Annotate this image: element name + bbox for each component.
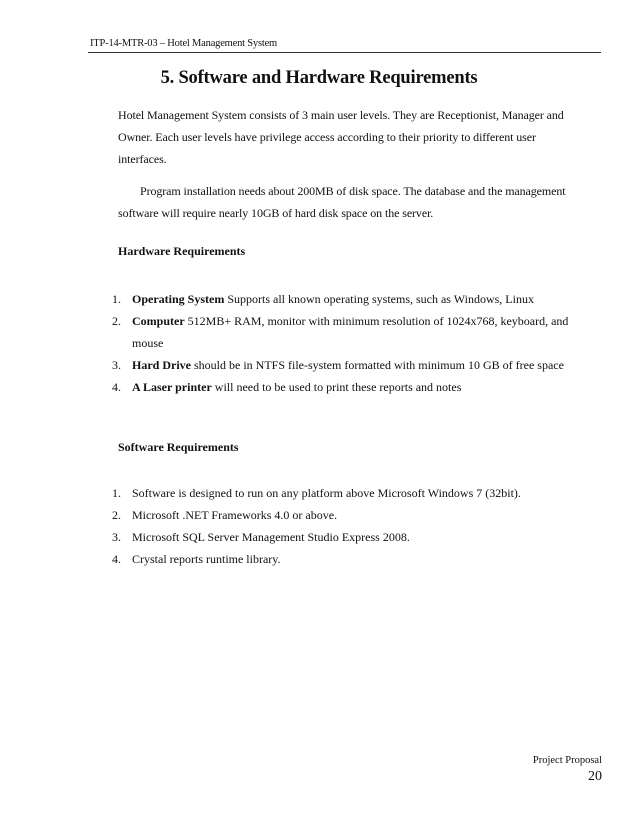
intro-line: Hotel Management System consists of 3 main user levels. They are Receptionist, Manager and (118, 108, 564, 122)
item-number: 3. (112, 358, 121, 372)
item-number: 4. (112, 380, 121, 394)
hardware-heading: Hardware Requirements (118, 244, 246, 258)
page-number: 20 (588, 769, 602, 784)
item-number: 2. (112, 508, 121, 522)
item-number: 1. (112, 292, 121, 306)
item-text: will need to be used to print these reports and notes (211, 380, 462, 394)
intro-line: interfaces. (118, 152, 167, 166)
item-term: Computer (132, 314, 185, 328)
installation-line: Program installation needs about 200MB of disk space. The database and the management (140, 184, 566, 198)
item-term: Operating System (132, 292, 225, 306)
item-number: 3. (112, 530, 121, 544)
hardware-item (112, 310, 594, 354)
item-text: should be in NTFS file-system formatted with minimum 10 GB of free space (191, 358, 564, 372)
item-term: Hard Drive (132, 358, 191, 372)
software-item (112, 526, 594, 548)
intro-paragraph (118, 104, 594, 170)
item-number: 2. (112, 314, 121, 328)
section-title: 5. Software and Hardware Requirements (160, 68, 478, 88)
item-number: 1. (112, 486, 121, 500)
item-term: A Laser printer (132, 380, 212, 394)
software-heading: Software Requirements (118, 440, 239, 454)
hardware-item (112, 376, 594, 398)
hardware-item (112, 354, 594, 376)
item-text: Supports all known operating systems, such as Windows, Linux (224, 292, 534, 306)
item-number: 4. (112, 552, 121, 566)
footer-label: Project Proposal (532, 755, 602, 766)
installation-line: software will require nearly 10GB of hard disk space on the server. (118, 206, 434, 220)
item-text: Microsoft .NET Frameworks 4.0 or above. (132, 508, 338, 522)
item-text: Crystal reports runtime library. (132, 552, 281, 566)
page-header: ITP-14-MTR-03 – Hotel Management System (90, 38, 278, 49)
software-item (112, 548, 594, 570)
hardware-list (112, 288, 594, 398)
item-text: 512MB+ RAM, monitor with minimum resolution of 1024x768, keyboard, and mouse (132, 314, 569, 350)
item-text: Software is designed to run on any platform above Microsoft Windows 7 (32bit). (132, 486, 521, 500)
intro-line: Owner. Each user levels have privilege access according to their priority to different user (118, 130, 536, 144)
software-list (112, 482, 594, 570)
software-item (112, 504, 594, 526)
software-item (112, 482, 594, 504)
hardware-item (112, 288, 594, 310)
item-text: Microsoft SQL Server Management Studio Express 2008. (132, 530, 410, 544)
header-divider (88, 52, 601, 53)
installation-paragraph (118, 180, 594, 224)
